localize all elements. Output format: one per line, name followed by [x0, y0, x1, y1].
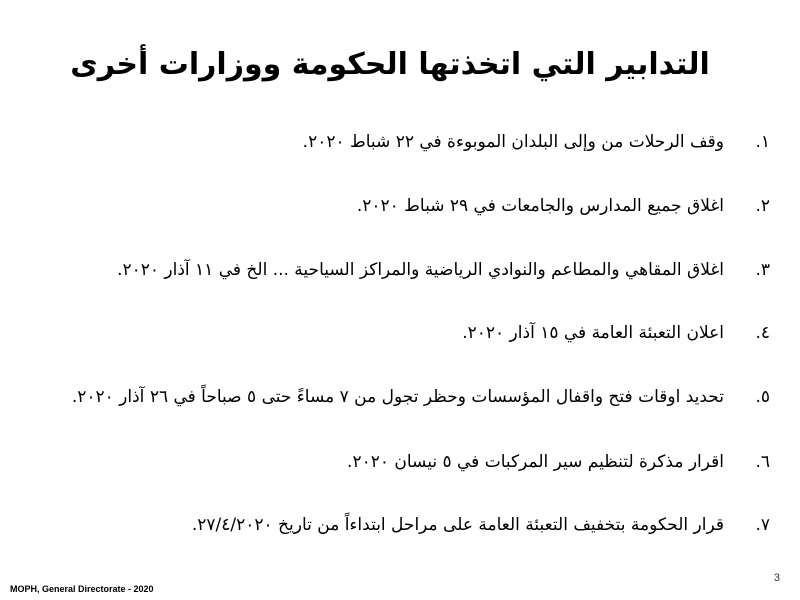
list-item: [20, 449, 770, 475]
list-item: [20, 512, 770, 538]
item-text: قرار الحكومة بتخفيف التعبئة العامة على مراحل ابتداءاً من تاريخ ٢٧/٤/٢٠٢٠.: [191, 515, 724, 535]
list-item: [20, 193, 770, 219]
slide-title: التدابير التي اتخذتها الحكومة ووزارات أخرى: [70, 47, 710, 82]
item-number: ٧.: [755, 515, 770, 535]
list-item: [20, 384, 770, 410]
item-text: تحديد اوقات فتح واقفال المؤسسات وحظر تجول من ٧ مساءً حتى ٥ صباحاً في ٢٦ آذار ٢٠٢٠.: [71, 387, 724, 407]
item-number: ٣.: [755, 260, 770, 280]
item-text: اغلاق المقاهي والمطاعم والنوادي الرياضية والمراكز السياحية ... الخ في ١١ آذار ٢٠٢٠.: [117, 260, 724, 280]
list-item: [20, 320, 770, 346]
footer-credit: MOPH, General Directorate - 2020: [10, 584, 154, 594]
item-text: اقرار مذكرة لتنظيم سير المركبات في ٥ نيسان ٢٠٢٠.: [347, 452, 724, 472]
item-text: اغلاق جميع المدارس والجامعات في ٢٩ شباط ٢٠٢٠.: [356, 196, 724, 216]
item-number: ١.: [755, 132, 770, 152]
list-item: [20, 257, 770, 283]
item-number: ٥.: [755, 387, 770, 407]
item-number: ٦.: [755, 452, 770, 472]
list-item: [20, 129, 770, 155]
item-number: ٢.: [755, 196, 770, 216]
page-number: 3: [773, 572, 780, 584]
item-text: وقف الرحلات من وإلى البلدان الموبوءة في ٢٢ شباط ٢٠٢٠.: [302, 132, 724, 152]
item-number: ٤.: [755, 323, 770, 343]
item-text: اعلان التعبئة العامة في ١٥ آذار ٢٠٢٠.: [462, 323, 724, 343]
